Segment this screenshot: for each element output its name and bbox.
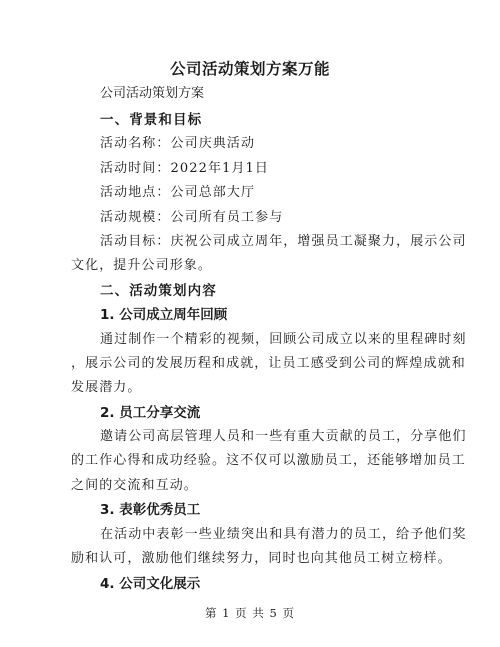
activity-name: 活动名称：公司庆典活动: [100, 136, 256, 151]
page-footer: 第 1 页 共 5 页: [205, 606, 295, 620]
activity-time: 活动时间：2022年1月1日: [100, 161, 270, 176]
section-heading-content: 二、活动策划内容: [100, 283, 217, 299]
item1-line1: 通过制作一个精彩的视频，回顾公司成立以来的里程碑时刻: [100, 332, 467, 347]
section-heading-background: 一、背景和目标: [100, 112, 203, 128]
item1-line3: 发展潜力。: [71, 380, 142, 395]
item3-line1: 在活动中表彰一些业绩突出和具有潜力的员工，给予他们奖: [100, 527, 467, 542]
document-subtitle: 公司活动策划方案: [100, 86, 205, 101]
item2-line2: 的工作心得和成功经验。这不仅可以激励员工，还能够增加员工: [71, 453, 466, 468]
item1-line2: ，展示公司的发展历程和成就，让员工感受到公司的辉煌成就和: [71, 356, 466, 371]
item4-heading: 4. 公司文化展示: [100, 576, 201, 592]
activity-scale: 活动规模：公司所有员工参与: [100, 210, 284, 225]
activity-place: 活动地点：公司总部大厅: [100, 185, 256, 200]
activity-goal-line1: 活动目标：庆祝公司成立周年，增强员工凝聚力，展示公司: [100, 234, 467, 249]
item3-heading: 3. 表彰优秀员工: [100, 502, 201, 518]
item2-line3: 之间的交流和互动。: [71, 478, 198, 493]
activity-goal-line2: 文化，提升公司形象。: [71, 258, 213, 273]
item1-heading: 1. 公司成立周年回顾: [100, 307, 228, 323]
document-title: 公司活动策划方案万能: [169, 60, 330, 78]
item3-line2: 励和认可，激励他们继续努力，同时也向其他员工树立榜样。: [71, 551, 452, 566]
item2-line1: 邀请公司高层管理人员和一些有重大贡献的员工，分享他们: [100, 429, 467, 444]
item2-heading: 2. 员工分享交流: [100, 405, 201, 421]
